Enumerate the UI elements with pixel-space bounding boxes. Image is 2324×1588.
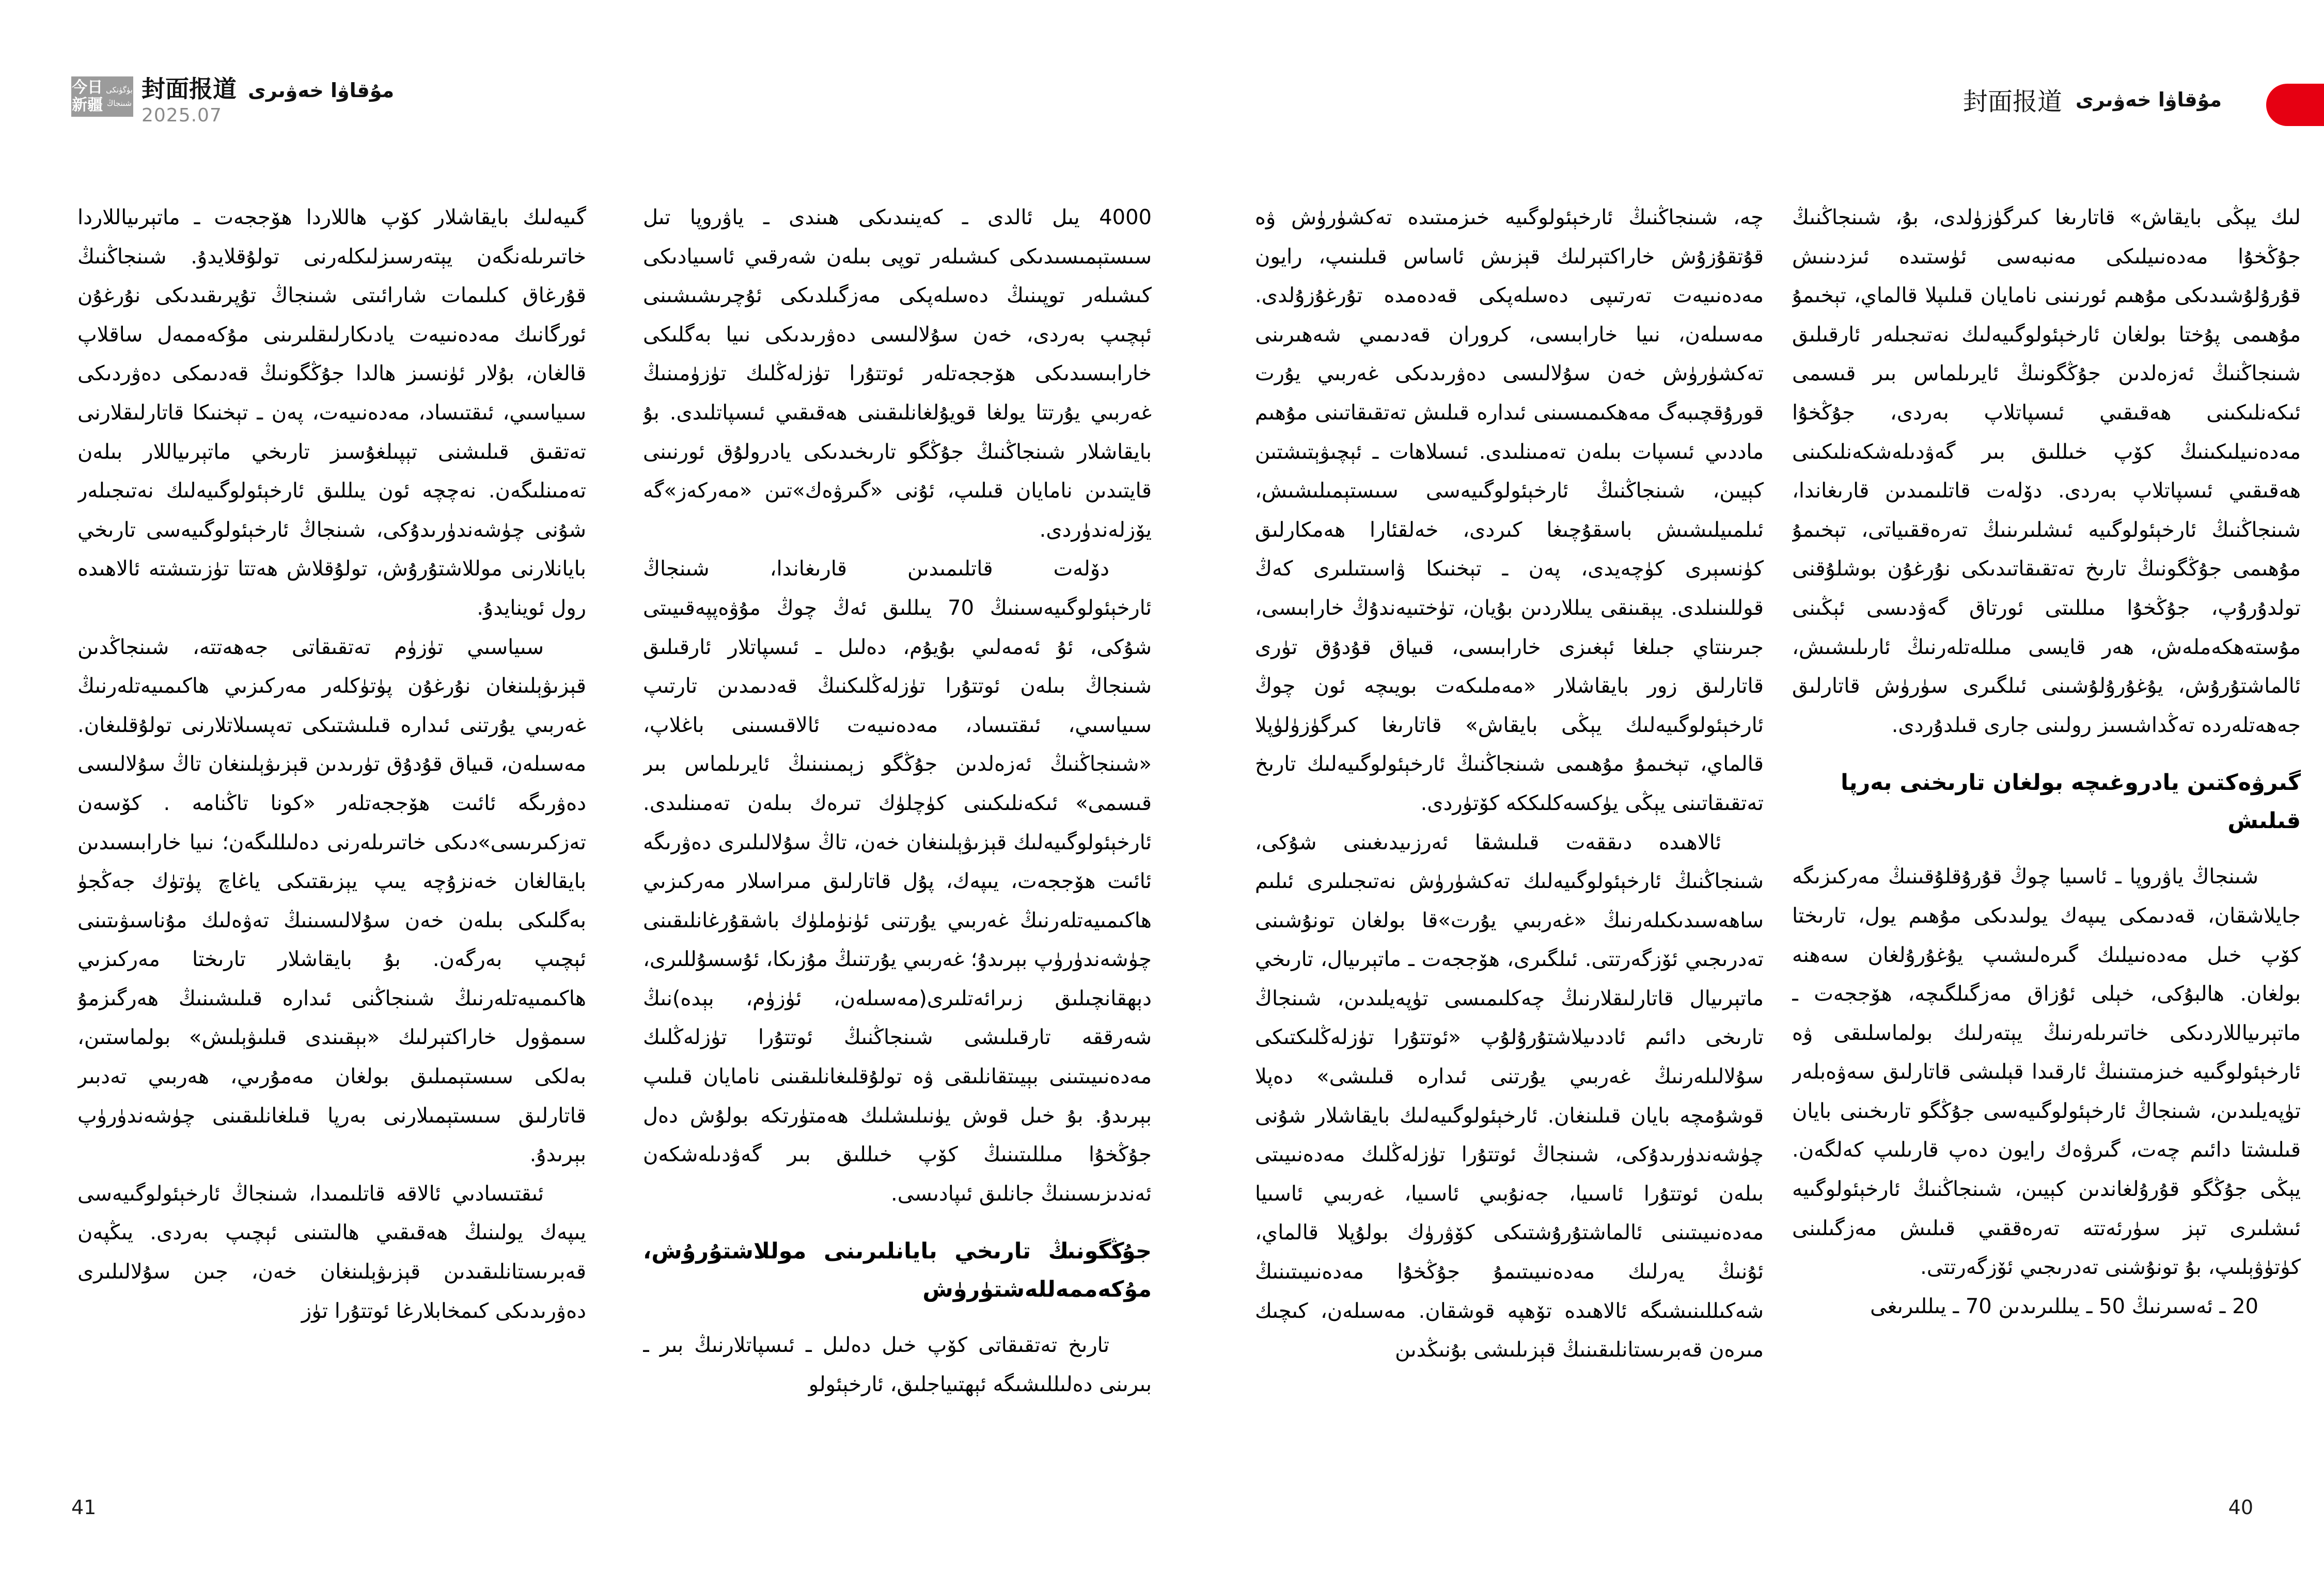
paragraph: چە، شىنجاڭنىڭ ئارخېئولوگىيە خىزمىتىدە تەكشۈرۈش ۋە قۇتقۇزۇش خاراكتېرلىك قېزىش ئاساس قىلىنىپ، رايون مەدەنىيەت تەرتىپى دەسلەپكى قەدەمدە تۇرغۇزۇلدى. مەسىلەن، نىيا خارابىسى، كروران قەدىمىي شەھىرىنى تەكشۈرۈش خەن سۇلالىسى دەۋرىدىكى غەربىي يۇرت قورۇقچىبەگ مەھكىمىسىنى ئىدارە قىلىش تەتقىقاتىنى مۇھىم ماددىي ئىسپات بىلەن تەمىنلىدى. ئىسلاھات ـ ئېچىۋېتىشتىن كېيىن، شىنجاڭنىڭ ئارخېئولوگىيەسى سىستېمىلىشىش، ئىلمىيلىشىش باسقۇچىغا كىردى، خەلقئارا ھەمكارلىق كۈنسېرى كۈچەيدى، پەن ـ تېخنىكا ۋاسىتىلىرى كەڭ قوللىنىلدى. يېقىنقى يىللاردىن بۇيان، تۈختىيەندۇڭ خارابىسى، جىرىنتاي جىلغا ئېغىزى خارابىسى، قىياق قۇدۇق تۈرى قاتارلىق زور بايقاشلار «مەملىكەت بويىچە ئون چوڭ ئارخېئولوگىيەلىك يېڭى بايقاش» قاتارىغا كىرگۈزۈلۈپلا قالماي، تېخىمۇ مۇھىمى شىنجاڭنىڭ ئارخېئولوگىيەلىك تارىخ تەتقىقاتىنى يېڭى يۈكسەكلىككە كۆتۈردى. xyxy=(1255,206,1764,815)
paragraph: شىنجاڭ ياۋروپا ـ ئاسىيا چوڭ قۇرۇقلۇقىنىڭ مەركىزىگە جايلاشقان، قەدىمكى يىپەك يولىدىكى مۇھىم يول، تارىختا كۆپ خىل مەدەنىيلىك گىرەلىشىپ يۇغۇرۇلغان سەھنە بولغان. ھالبۇكى، خېلى ئۇزاق مەزگىلگىچە، ھۆججەت ـ ماتېرىياللاردىكى خاتىرىلەرنىڭ يېتەرلىك بولماسلىقى ۋە ئارخېئولوگىيە خىزمىتىنىڭ ئارقىدا قېلىشى قاتارلىق سەۋەبلەر تۈپەيلىدىن، شىنجاڭ ئارخېئولوگىيەسى جۇڭگو تارىخىنى بايان قىلىشتا دائىم چەت، گىرۋەك رايون دەپ قارىلىپ كەلگەن. يېڭى جۇڭگو قۇرۇلغاندىن كېيىن، شىنجاڭنىڭ ئارخېئولوگىيە ئىشلىرى تېز سۈرئەتتە تەرەققىي قىلىش مەزگىلىنى كۈتۈۋېلىپ، بۇ تونۇشنى تەدرىجىي ئۆزگەرتتى. xyxy=(1792,865,2301,1280)
page-number-left: 41 xyxy=(71,1496,97,1519)
paragraph: ئالاھىدە دىققەت قىلىشقا ئەرزىيدىغىنى شۇكى، شىنجاڭنىڭ ئارخېئولوگىيەلىك تەكشۈرۈش نەتىجىلىرى ئىلىم ساھەسىدىكىلەرنىڭ «غەربىي يۇرت»قا بولغان تونۇشىنى تەدرىجىي ئۆزگەرتتى. ئىلگىرى، ھۆججەت ـ ماتېرىيال، تارىخي ماتېرىيال قاتارلىقلارنىڭ چەكلىمىسى تۈپەيلىدىن، شىنجاڭ تارىخى دائىم ئاددىيلاشتۇرۇلۇپ «ئوتتۇرا تۈزلەڭلىكتىكى سۇلالىلەرنىڭ غەربىي يۇرتنى ئىدارە قىلىشى» دەپلا قوشۇمچە بايان قىلىنغان. ئارخېئولوگىيەلىك بايقاشلار شۇنى چۈشەندۈرىدۇكى، شىنجاڭ ئوتتۇرا تۈزلەڭلىك مەدەنىيىتى بىلەن ئوتتۇرا ئاسىيا، جەنۇبىي ئاسىيا، غەربىي ئاسىيا مەدەنىيىتىنى ئالماشتۇرۇشتىكى كۆۋرۈك بولۇپلا قالماي، ئۇنىڭ يەرلىك مەدەنىيىتىمۇ جۇڭخۇا مەدەنىيىتىنىڭ شەكىللىنىشىگە ئالاھىدە تۆھپە قوشقان. مەسىلەن، كىچىك مىرەن قەبرىستانلىقىنىڭ قېزىلىشى بۇنىڭدىن xyxy=(1255,830,1764,1362)
page-number-right: 40 xyxy=(2228,1496,2253,1519)
paragraph: تارىخ تەتقىقاتى كۆپ خىل دەلىل ـ ئىسپاتلارنىڭ بىر ـ بىرىنى دەلىللىشىگە ئېھتىياجلىق، ئارخېئولو xyxy=(643,1333,1152,1397)
paragraph: 20 ـ ئەسىرنىڭ 50 ـ يىللىرىدىن 70 ـ يىللىرىغى xyxy=(1870,1294,2258,1318)
section-title-chinese: 封面报道 xyxy=(1962,88,2062,116)
section-title-chinese: 封面报道 xyxy=(142,75,237,103)
header-right xyxy=(1963,82,2222,117)
section-heading: گىرۋەكتىن يادروغىچە بولغان تارىخنى بەرپا قىلىش xyxy=(1841,770,2301,834)
logo-uyghur-text: بۈگۈنكى شىنجاڭ xyxy=(106,85,133,108)
paragraph: لىك يېڭى بايقاش» قاتارىغا كىرگۈزۈلدى، بۇ، شىنجاڭنىڭ جۇڭخۇا مەدەنىيلىكى مەنبەسى ئۈستىدە ئىزدىنىش قۇرۇلۇشىدىكى مۇھىم ئورنىنى نامايان قىلىپلا قالماي، تېخىمۇ مۇھىمى پۇختا بولغان ئارخېئولوگىيەلىك نەتىجىلەر ئارقىلىق شىنجاڭنىڭ ئەزەلدىن جۇڭگونىڭ ئايرىلماس بىر قىسمى ئىكەنلىكىنى ھەقىقىي ئىسپاتلاپ بەردى، جۇڭخۇا مەدەنىيلىكىنىڭ كۆپ خىللىق بىر گەۋدىلەشكەنلىكىنى ھەقىقىي ئىسپاتلاپ بەردى. دۆلەت قاتلىمىدىن قارىغاندا، شىنجاڭنىڭ ئارخېئولوگىيە ئىشلىرىنىڭ تەرەققىياتى، تېخىمۇ مۇھىمى جۇڭگونىڭ تارىخ تەتقىقاتىدىكى نۇرغۇن بوشلۇقنى تولدۇرۇپ، جۇڭخۇا مىللىتى ئورتاق گەۋدىسى ئېڭىنى مۇستەھكەملەش، ھەر قايسى مىللەتلەرنىڭ ئارىلىشىش، ئالماشتۇرۇش، يۇغۇرۇلۇشىنى ئىلگىرى سۈرۈش قاتارلىق جەھەتلەردە تەڭداشسىز رولىنى جارى قىلدۇردى. xyxy=(1792,206,2301,737)
paragraph: دۆلەت قاتلىمىدىن قارىغاندا، شىنجاڭ ئارخېئولوگىيەسىنىڭ 70 يىللىق ئەڭ چوڭ مۇۋەپپەقىيىتى شۇكى، ئۇ ئەمەلىي بۇيۇم، دەلىل ـ ئىسپاتلار ئارقىلىق شىنجاڭ بىلەن ئوتتۇرا تۈزلەڭلىكنىڭ قەدىمدىن تارتىپ سىياسىي، ئىقتىساد، مەدەنىيەت ئالاقىسىنى باغلاپ، «شىنجاڭنىڭ ئەزەلدىن جۇڭگو زېمىنىنىڭ ئايرىلماس بىر قىسمى» ئىكەنلىكىنى كۈچلۈك تىرەك بىلەن تەمىنلىدى. ئارخېئولوگىيەلىك قېزىۋېلىنغان خەن، تاڭ سۇلالىلىرى دەۋرىگە ئائىت ھۆججەت، يىپەك، پۇل قاتارلىق مىراسلار مەركىزىي ھاكىمىيەتلەرنىڭ غەربىي يۇرتنى ئۈنۈملۈك باشقۇرغانلىقىنى چۈشەندۈرۈپ بېرىدۇ؛ غەربىي يۇرتنىڭ مۇزىكا، ئۇسسۇللىرى، دېھقانچىلىق زىرائەتلىرى(مەسىلەن، ئۈزۈم، بېدە)نىڭ شەرققە تارقىلىشى شىنجاڭنىڭ ئوتتۇرا تۈزلەڭلىك مەدەنىيىتىنى بېيىتقانلىقى ۋە تولۇقلىغانلىقىنى نامايان قىلىپ بېرىدۇ. بۇ خىل قوش يۈنىلىشلىك ھەمتۈرتكە بولۇش دەل جۇڭخۇا مىللىتىنىڭ كۆپ خىللىق بىر گەۋدىلەشكەن ئەندىزىسىنىڭ جانلىق ئىپادىسى. xyxy=(643,557,1152,1206)
section-heading: جۇڭگونىڭ تارىخي بايانلىرىنى موللاشتۇرۇش، مۇكەممەللەشتۈرۈش xyxy=(643,1238,1152,1303)
paragraph: سىياسىي تۈزۈم تەتقىقاتى جەھەتتە، شىنجاڭدىن قېزىۋېلىنغان نۇرغۇن پۈتۈكلەر مەركىزىي ھاكىمىيەتلەرنىڭ غەربىي يۇرتنى ئىدارە قىلىشتىكى تەپسىلاتلارنى تولۇقلىغان. مەسىلەن، قىياق قۇدۇق تۈرىدىن قېزىۋېلىنغان تاڭ سۇلالىسى دەۋرىگە ئائىت ھۆججەتلەر «كونا تاڭنامە . كۆسەن تەزكىرىسى»دىكى خاتىرىلەرنى دەلىللىگەن؛ نىيا خارابىسىدىن بايقالغان خەنزۇچە يىپ يېزىقتىكى ياغاچ پۈتۈك جەڭجۈ بەگلىكى بىلەن خەن سۇلالىسىنىڭ تەۋەلىك مۇناسىۋىتىنى ئېچىپ بەرگەن. بۇ بايقاشلار تارىختا مەركىزىي ھاكىمىيەتلەرنىڭ شىنجاڭنى ئىدارە قىلىشىنىڭ ھەرگىزمۇ سىمۋول خاراكتېرلىك «بېقىندى قىلىۋېلىش» بولماستىن، بەلكى سىستېمىلىق بولغان مەمۇرىي، ھەربىي تەدبىر قاتارلىق سىستېمىلارنى بەرپا قىلغانلىقىنى چۈشەندۈرۈپ بېرىدۇ. xyxy=(77,635,586,1167)
section-title-left xyxy=(142,76,394,126)
section-title-uyghur: مۇقاۋا خەۋىرى xyxy=(2075,88,2222,111)
header-left xyxy=(71,76,394,126)
paragraph: 4000 يىل ئالدى ـ كەينىدىكى ھىندى ـ ياۋروپا تىل سىستېمىسىدىكى كىشىلەر توپى بىلەن شەرقىي ئاسىيادىكى كىشىلەر توپىنىڭ دەسلەپكى مەزگىلدىكى ئۇچرىشىشىنى ئېچىپ بەردى، خەن سۇلالىسى دەۋرىدىكى نىيا بەگلىكى خارابىسىدىكى ھۆججەتلەر ئوتتۇرا تۈزلەڭلىك تۈزۈمىنىڭ غەربىي يۇرتتا يولغا قويۇلغانلىقىنى ھەقىقىي ئىسپاتلىدى. بۇ بايقاشلار شىنجاڭنىڭ جۇڭگو تارىخىدىكى يادرولۇق ئورنىنى قايتىدىن نامايان قىلىپ، ئۇنى «گىرۋەك»تىن «مەركەز»گە يۆزلەندۈردى. xyxy=(643,206,1152,542)
issue-date: 2025.07 xyxy=(142,105,222,126)
paragraph: گىيەلىك بايقاشلار كۆپ ھاللاردا ھۆججەت ـ ماتېرىياللاردا خاتىرىلەنگەن يېتەرسىزلىكلەرنى تولۇقلايدۇ. شىنجاڭنىڭ قۇرغاق كىلىمات شارائىتى شىنجاڭ تۇپرىقىدىكى نۇرغۇن ئورگانىك مەدەنىيەت يادىكارلىقلىرىنى مۇكەممەل ساقلاپ قالغان، بۇلار ئۈنسىز ھالدا جۇڭگونىڭ قەدىمكى دەۋردىكى سىياسىي، ئىقتىساد، مەدەنىيەت، پەن ـ تېخنىكا قاتارلىقلارنى تەتقىق قىلىشنى تېپىلغۇسىز تارىخي ماتېرىياللار بىلەن تەمىنلىگەن. نەچچە ئون يىللىق ئارخېئولوگىيەلىك نەتىجىلەر شۇنى چۈشەندۈرىدۇكى، شىنجاڭ ئارخېئولوگىيەسى تارىخي بايانلارنى موللاشتۇرۇش، تولۇقلاش ھەتتا تۈزىتىشتە ئالاھىدە رول ئوينايدۇ. xyxy=(77,206,586,620)
column-page40-left xyxy=(1255,198,1764,1503)
column-page41-left xyxy=(77,198,586,1503)
section-tab xyxy=(2266,84,2324,126)
magazine-logo xyxy=(71,76,133,117)
logo-chinese-text: 今日 新疆 xyxy=(72,79,103,114)
column-page41-right xyxy=(643,198,1152,1503)
paragraph: ئىقتىسادىي ئالاقە قاتلىمىدا، شىنجاڭ ئارخېئولوگىيەسى يىپەك يولىنىڭ ھەقىقىي ھالىتىنى ئېچىپ بەردى. يىڭپەن قەبرىستانلىقىدىن قېزىۋېلىنغان خەن، جىن سۇلالىلىرى دەۋرىدىكى كىمخابلارغا ئوتتۇرا تۈز xyxy=(77,1181,586,1323)
section-title-uyghur: مۇقاۋا خەۋىرى xyxy=(248,79,395,102)
column-page40-right xyxy=(1792,198,2301,1503)
